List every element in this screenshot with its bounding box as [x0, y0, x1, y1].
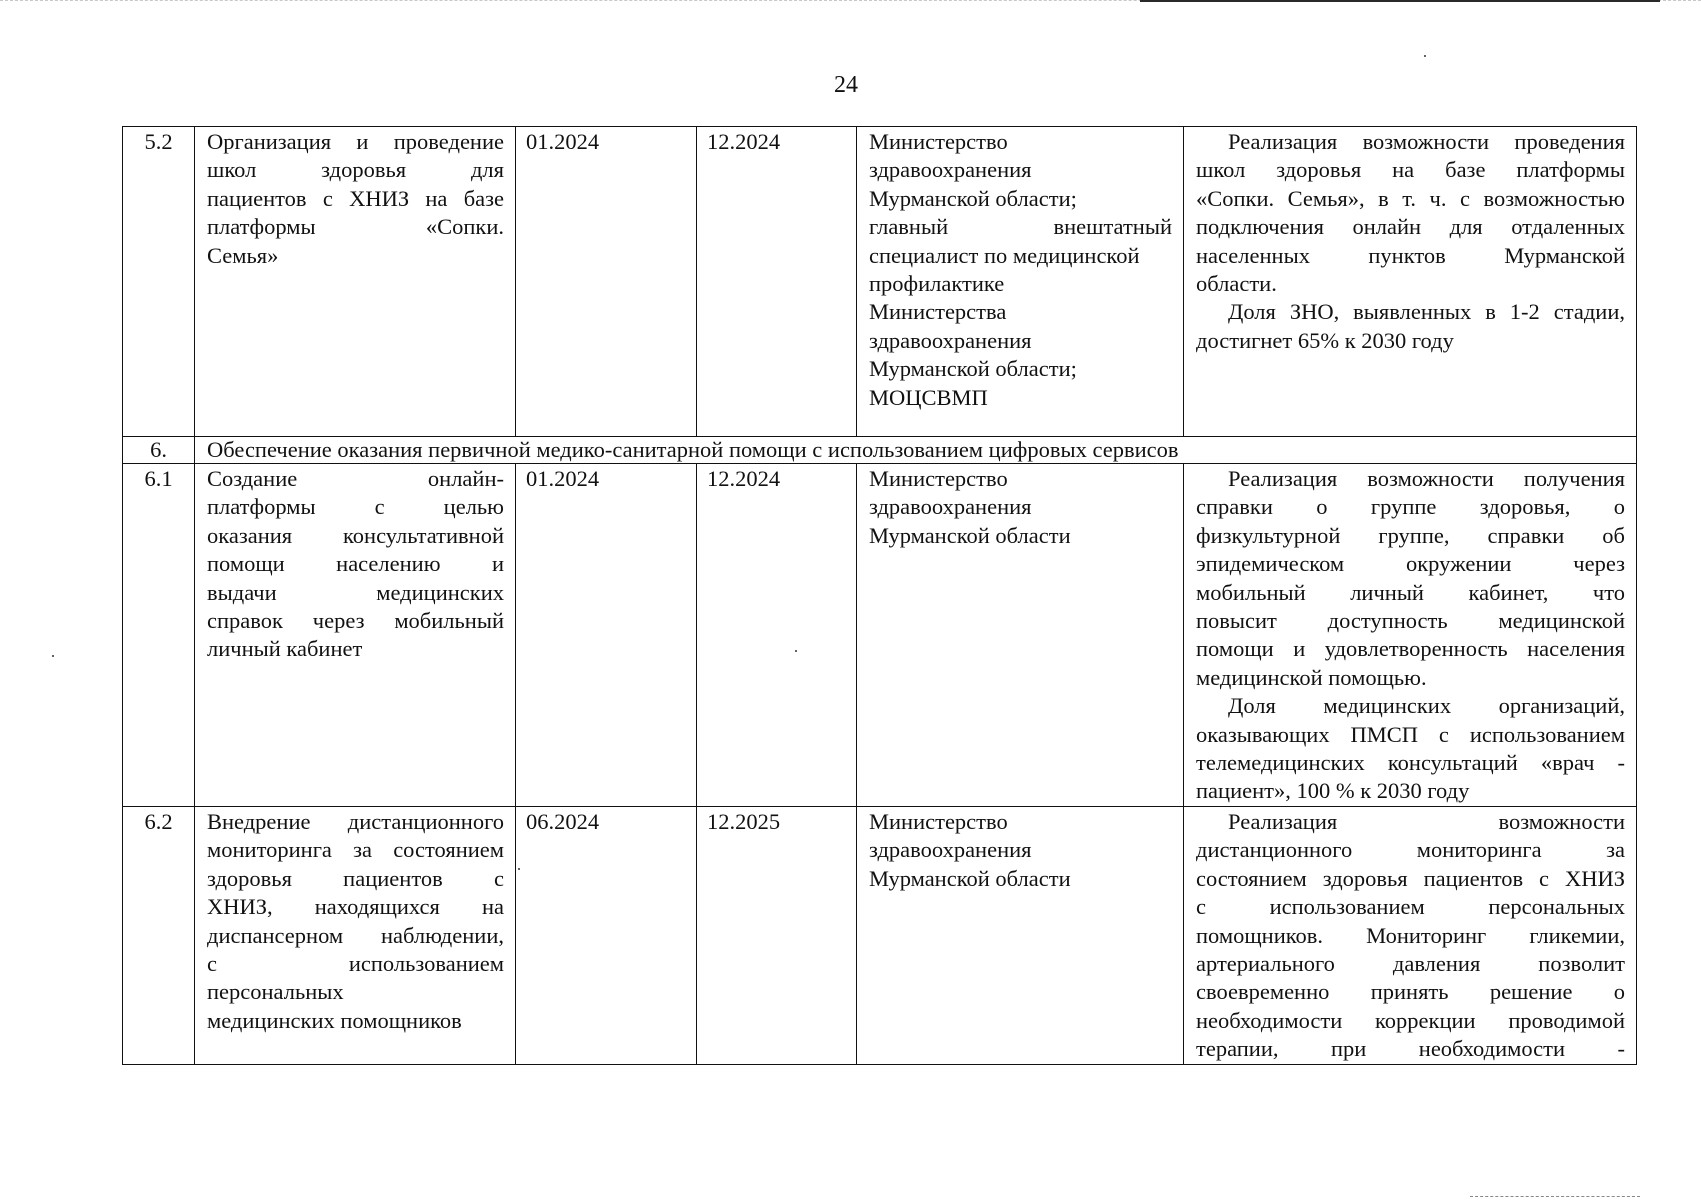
- page-number: 24: [834, 72, 858, 98]
- end-date: 12.2024: [697, 464, 857, 807]
- responsible-line: Мурманской области: [869, 865, 1071, 891]
- responsible-line: Мурманской области;: [869, 356, 1077, 382]
- responsible-line: здравоохранения: [869, 494, 1032, 520]
- result-line: артериального давления позволит: [1196, 950, 1625, 976]
- result-line: Доля ЗНО, выявленных в 1-2 стадии,: [1228, 299, 1625, 325]
- action-line: медицинских помощников: [207, 1007, 462, 1033]
- start-date: 01.2024: [516, 127, 697, 437]
- action-line: пациентов с ХНИЗ на базе: [207, 185, 504, 211]
- start-date: 01.2024: [516, 464, 697, 807]
- responsible-line: Мурманской области;: [869, 185, 1077, 211]
- action-cell: [195, 464, 516, 807]
- action-line: Семья»: [207, 242, 279, 268]
- responsible-line: Мурманской области: [869, 522, 1071, 548]
- table-row: [123, 127, 1637, 437]
- action-cell: [195, 806, 516, 1064]
- action-line: ХНИЗ, находящихся на: [207, 894, 504, 920]
- result-line: пациент», 100 % к 2030 году: [1196, 778, 1470, 804]
- result-line: необходимости коррекции проводимой: [1196, 1007, 1625, 1033]
- scan-speck: [52, 655, 54, 657]
- result-line: области.: [1196, 271, 1277, 297]
- result-cell: [1184, 127, 1637, 437]
- plan-table: [122, 126, 1637, 1065]
- result-line: состоянием здоровья пациентов с ХНИЗ: [1196, 865, 1625, 891]
- section-number: 6.: [123, 437, 195, 464]
- table-row: [123, 806, 1637, 1064]
- row-number: 6.2: [123, 806, 195, 1064]
- action-line: платформы «Сопки.: [207, 214, 504, 240]
- responsible-line: здравоохранения: [869, 327, 1032, 353]
- result-line: дистанционного мониторинга за: [1196, 837, 1625, 863]
- responsible-line: здравоохранения: [869, 837, 1032, 863]
- result-line: повысит доступность медицинской: [1196, 608, 1625, 634]
- action-line: персональных: [207, 979, 344, 1005]
- responsible-cell: [857, 127, 1184, 437]
- action-line: выдачи медицинских: [207, 579, 504, 605]
- result-cell: [1184, 806, 1637, 1064]
- result-line: «Сопки. Семья», в т. ч. с возможностью: [1196, 185, 1625, 211]
- result-line: с использованием персональных: [1196, 894, 1625, 920]
- action-line: личный кабинет: [207, 636, 363, 662]
- action-cell: [195, 127, 516, 437]
- action-line: Организация и проведение: [207, 129, 504, 154]
- responsible-line: Министерство: [869, 808, 1008, 834]
- row-number: 5.2: [123, 127, 195, 437]
- end-date: 12.2024: [697, 127, 857, 437]
- result-line: телемедицинских консультаций «врач -: [1196, 750, 1625, 776]
- responsible-line: Министерство: [869, 466, 1008, 491]
- result-line: помощников. Мониторинг гликемии,: [1196, 922, 1625, 948]
- result-cell: [1184, 464, 1637, 807]
- result-line: подключения онлайн для отдаленных: [1196, 214, 1625, 240]
- action-line: Создание онлайн-: [207, 466, 504, 491]
- result-line: медицинской помощью.: [1196, 664, 1427, 690]
- responsible-line: специалист по медицинской: [869, 242, 1140, 268]
- result-line: населенных пунктов Мурманской: [1196, 242, 1625, 268]
- result-line: Реализация возможности получения: [1228, 466, 1625, 491]
- start-date: 06.2024: [516, 806, 697, 1064]
- section-title: Обеспечение оказания первичной медико-санитарной помощи с использованием цифровых сервисов: [195, 437, 1637, 464]
- action-line: Внедрение дистанционного: [207, 808, 504, 834]
- result-line: Реализация возможности проведения: [1228, 129, 1625, 154]
- table-row: [123, 464, 1637, 807]
- result-line: терапии, при необходимости -: [1196, 1036, 1625, 1062]
- responsible-line: профилактике: [869, 271, 1005, 297]
- scan-speck: [1424, 55, 1426, 57]
- action-line: мониторинга за состоянием: [207, 837, 504, 863]
- result-line: своевременно принять решение о: [1196, 979, 1625, 1005]
- section-row: [123, 437, 1637, 464]
- result-line: физкультурной группе, справки об: [1196, 522, 1625, 548]
- result-line: школ здоровья на базе платформы: [1196, 157, 1625, 183]
- action-line: школ здоровья для: [207, 157, 504, 183]
- action-line: оказания консультативной: [207, 522, 504, 548]
- result-line: мобильный личный кабинет, что: [1196, 579, 1625, 605]
- result-line: эпидемическом окружении через: [1196, 551, 1625, 577]
- responsible-line: здравоохранения: [869, 157, 1032, 183]
- end-date: 12.2025: [697, 806, 857, 1064]
- result-line: справки о группе здоровья, о: [1196, 494, 1625, 520]
- result-line: оказывающих ПМСП с использованием: [1196, 721, 1625, 747]
- result-line: Доля медицинских организаций,: [1228, 693, 1625, 719]
- action-line: диспансерном наблюдении,: [207, 922, 504, 948]
- responsible-cell: [857, 806, 1184, 1064]
- responsible-line: главный внештатный: [869, 214, 1172, 240]
- responsible-line: Министерства: [869, 299, 1007, 325]
- action-line: платформы с целью: [207, 494, 504, 520]
- result-line: Реализация возможности: [1228, 808, 1625, 834]
- responsible-line: Министерство: [869, 129, 1008, 154]
- action-line: здоровья пациентов с: [207, 865, 504, 891]
- scan-bottom-edge: [1470, 1196, 1640, 1197]
- result-line: помощи и удовлетворенность населения: [1196, 636, 1625, 662]
- action-line: помощи населению и: [207, 551, 504, 577]
- responsible-line: МОЦСВМП: [869, 384, 988, 410]
- scan-top-edge-dark: [1140, 0, 1660, 2]
- result-line: достигнет 65% к 2030 году: [1196, 327, 1454, 353]
- row-number: 6.1: [123, 464, 195, 807]
- responsible-cell: [857, 464, 1184, 807]
- action-line: с использованием: [207, 950, 504, 976]
- action-line: справок через мобильный: [207, 608, 504, 634]
